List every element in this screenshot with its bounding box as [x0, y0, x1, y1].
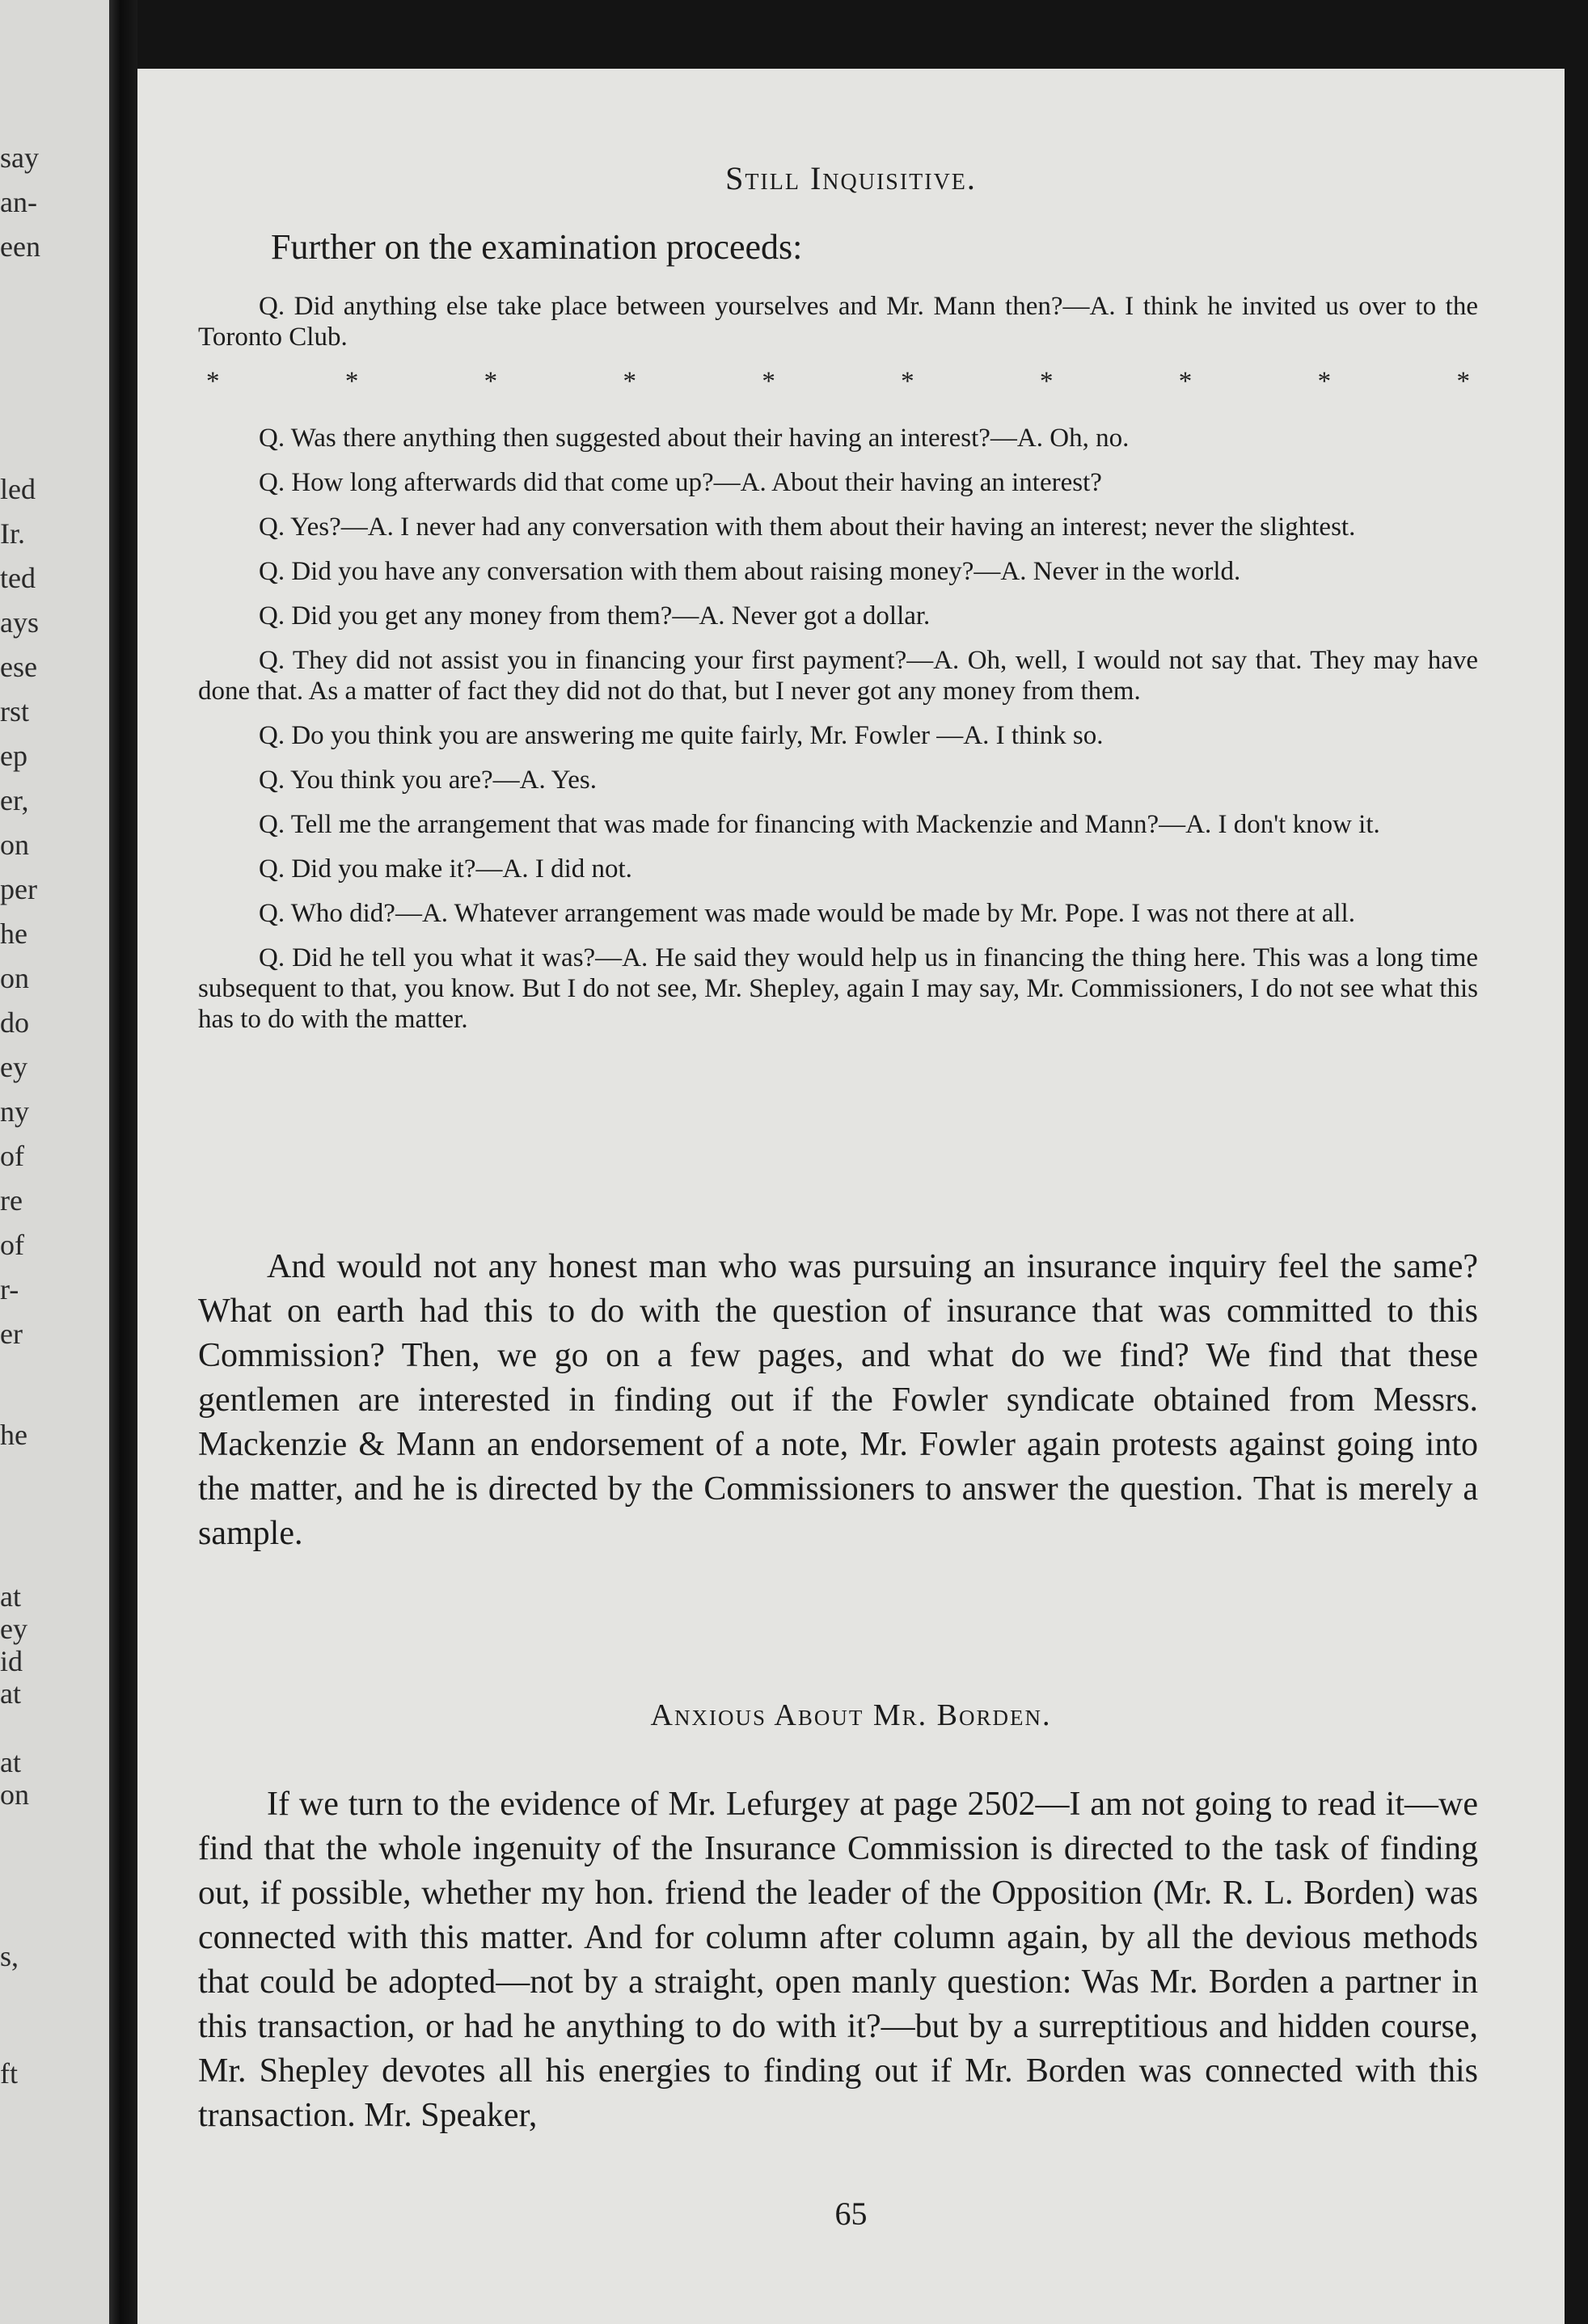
left-fragment: ft: [0, 2057, 18, 2090]
left-fragment: on: [0, 962, 29, 994]
paragraph-text: And would not any honest man who was pursuing an insurance inquiry feel the same? What on earth had this to do with the question of insurance that was committed to this Commission? Then, we go on a few pages, and what do we find? We find that these gentlemen are interested in finding out if the Fowler syndicate obtained from Messrs. Mackenzie & Mann an endorsement of a note, Mr. Fowler again protests against going into the matter, and he is directed by the Commissioners to answer the question. That is merely a sample.: [198, 1248, 1478, 1552]
star: *: [762, 367, 775, 396]
qa-entry: Q. Tell me the arrangement that was made for financing with Mackenzie and Mann?—A. I don't know it.: [259, 810, 1380, 839]
qa-entry: Q. Did anything else take place between yourselves and Mr. Mann then?—A. I think he invited us over to the Toronto Club.: [198, 292, 1478, 352]
qa-entry: Q. Did you get any money from them?—A. Never got a dollar.: [259, 601, 931, 631]
qa-entry: Q. Yes?—A. I never had any conversation with them about their having an interest; never the slightest.: [259, 512, 1356, 542]
left-fragment: do: [0, 1006, 29, 1039]
page: [137, 69, 1565, 2324]
body-paragraph-1: [198, 1245, 1478, 1556]
left-fragment: ese: [0, 651, 37, 683]
left-fragment: re: [0, 1184, 23, 1217]
star: *: [1039, 367, 1054, 396]
left-fragment: of: [0, 1140, 24, 1172]
qa-entry: Q. Do you think you are answering me quite fairly, Mr. Fowler —A. I think so.: [259, 721, 1104, 750]
qa-entry: Q. Who did?—A. Whatever arrangement was made would be made by Mr. Pope. I was not there at all.: [259, 899, 1355, 928]
left-fragment: on: [0, 829, 29, 861]
section-heading: Anxious About Mr. Borden.: [650, 1698, 1052, 1732]
star: *: [344, 367, 359, 396]
left-fragment: at: [0, 1746, 21, 1778]
left-fragment: ny: [0, 1095, 29, 1128]
left-fragment: an-: [0, 186, 37, 218]
qa-entry: Q. You think you are?—A. Yes.: [259, 766, 598, 795]
left-page-strip: [0, 0, 109, 2324]
star: *: [206, 367, 220, 396]
paragraph-text: If we turn to the evidence of Mr. Lefurgey at page 2502—I am not going to read it—we find that the whole ingenuity of the Insurance Commission is directed to the task of finding out, if possible, whether my hon. friend the leader of the Opposition (Mr. R. L. Borden) was connected with this matter. And for column after column again, by all the devious methods that could be adopted—not by a straight, open manly question: Was Mr. Borden a partner in this transaction, or had he anything to do with it?—but by a surreptitious and hidden course, Mr. Shepley devotes all his energies to finding out if Mr. Borden was connected with this transaction. Mr. Speaker,: [198, 1786, 1478, 2134]
left-fragment: ays: [0, 606, 39, 639]
left-fragment: er: [0, 1318, 23, 1350]
qa-entry: Q. How long afterwards did that come up?—A. About their having an interest?: [259, 468, 1102, 497]
left-fragment: s,: [0, 1940, 19, 1972]
star: *: [901, 367, 914, 396]
left-fragment: ep: [0, 740, 27, 772]
qa-entry: Q. Was there anything then suggested about their having an interest?—A. Oh, no.: [259, 424, 1130, 453]
left-fragment: id: [0, 1645, 23, 1677]
page-number: 65: [834, 2195, 868, 2232]
star: *: [1317, 367, 1332, 396]
left-fragment: he: [0, 1419, 27, 1451]
qa-entry: Q. Did he tell you what it was?—A. He said they would help us in financing the thing here. This was a long time subsequent to that, you know. But I do not see, Mr. Shepley, again I may say, Mr. Commissioners, I do not see what this has to do with the matter.: [198, 943, 1478, 1034]
left-fragment: of: [0, 1229, 24, 1261]
qa-entry: Q. They did not assist you in financing your first payment?—A. Oh, well, I would not say that. They may have done that. As a matter of fact they did not do that, but I never got any money from them.: [198, 646, 1478, 706]
left-fragment: led: [0, 473, 36, 505]
ellipsis-stars: [198, 366, 1478, 397]
left-fragment: say: [0, 141, 39, 174]
star: *: [1456, 367, 1470, 396]
intro-line: Further on the examination proceeds:: [271, 227, 803, 267]
left-fragment: r-: [0, 1273, 19, 1305]
left-fragment: Ir.: [0, 517, 25, 550]
body-paragraph-2: [198, 1782, 1478, 2138]
star: *: [623, 367, 636, 396]
left-fragment: per: [0, 873, 37, 905]
left-fragment: ey: [0, 1613, 27, 1645]
left-fragment: een: [0, 230, 40, 263]
qa-entry: Q. Did you make it?—A. I did not.: [259, 854, 632, 884]
left-fragment: rst: [0, 695, 29, 728]
examination-transcript: [198, 291, 1478, 1048]
left-fragment: at: [0, 1677, 21, 1710]
left-fragment: ted: [0, 562, 36, 594]
left-fragment: er,: [0, 784, 29, 816]
star: *: [1178, 367, 1193, 396]
star: *: [484, 367, 498, 396]
left-fragment: at: [0, 1580, 21, 1613]
left-fragment: ey: [0, 1051, 27, 1083]
book-gutter: [109, 0, 137, 2324]
left-fragment: he: [0, 917, 27, 950]
left-fragment: on: [0, 1778, 29, 1811]
qa-entry: Q. Did you have any conversation with them about raising money?—A. Never in the world.: [259, 557, 1241, 586]
running-head: Still Inquisitive.: [725, 160, 977, 196]
